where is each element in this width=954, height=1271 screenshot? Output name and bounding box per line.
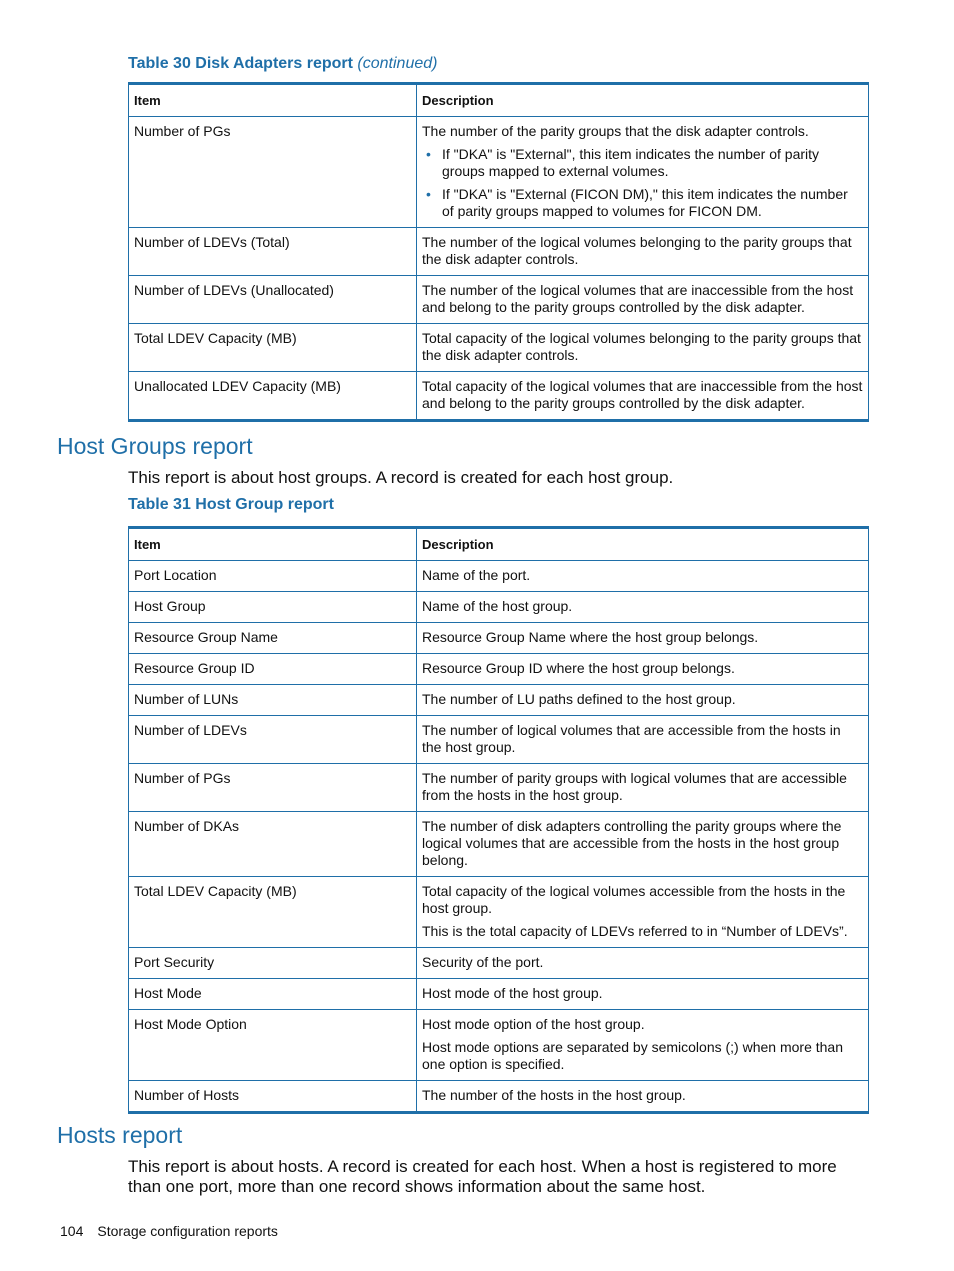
row-item-cell: Number of DKAs	[129, 812, 417, 877]
description-paragraph: Resource Group Name where the host group belongs.	[422, 629, 759, 645]
row-item-cell: Host Group	[129, 592, 417, 623]
row-item-cell: Number of LDEVs (Unallocated)	[129, 276, 417, 324]
row-description-cell	[417, 685, 869, 716]
description-paragraph: Total capacity of the logical volumes accessible from the hosts in the host group.	[422, 883, 846, 916]
table-row	[129, 948, 869, 979]
bullet-icon: •	[426, 146, 431, 162]
page-footer	[60, 1223, 278, 1239]
hosts-report-intro: This report is about hosts. A record is created for each host. When a host is registered to more than one port, more than one record shows information about the same host.	[128, 1157, 837, 1196]
description-paragraph: Host mode of the host group.	[422, 985, 603, 1001]
host-group-table	[128, 526, 869, 1114]
description-paragraph: The number of the logical volumes that are inaccessible from the host and belong to the parity groups controlled by the disk adapter.	[422, 282, 854, 315]
host-groups-intro: This report is about host groups. A record is created for each host group.	[128, 468, 674, 487]
description-paragraph: Total capacity of the logical volumes that are inaccessible from the host and belong to the parity groups controlled by the disk adapter.	[422, 378, 863, 411]
table-31-caption-title: Table 31 Host Group report	[128, 496, 334, 513]
description-paragraph: Name of the port.	[422, 567, 531, 583]
bullet-item	[426, 146, 863, 180]
table-31-caption	[128, 496, 334, 514]
row-item-cell: Number of PGs	[129, 764, 417, 812]
row-item-cell: Port Location	[129, 561, 417, 592]
bullet-item	[426, 186, 863, 220]
table-row	[129, 716, 869, 764]
table-row	[129, 1081, 869, 1113]
host-groups-heading: Host Groups report	[57, 433, 253, 459]
row-item-cell: Resource Group ID	[129, 654, 417, 685]
column-header-item: Item	[129, 84, 417, 117]
row-description-cell	[417, 372, 869, 421]
description-paragraph: The number of LU paths defined to the host group.	[422, 691, 736, 707]
row-item-cell: Resource Group Name	[129, 623, 417, 654]
description-paragraph: The number of the logical volumes belonging to the parity groups that the disk adapter controls.	[422, 234, 852, 267]
row-item-cell: Number of LDEVs	[129, 716, 417, 764]
description-bullet-list	[422, 146, 863, 220]
row-item-cell: Host Mode Option	[129, 1010, 417, 1081]
row-item-cell: Port Security	[129, 948, 417, 979]
row-description-cell	[417, 764, 869, 812]
bullet-text: If "DKA" is "External (FICON DM)," this item indicates the number of parity groups mapped to volumes for FICON DM.	[442, 186, 848, 219]
table-row	[129, 228, 869, 276]
description-paragraph: The number of parity groups with logical volumes that are accessible from the hosts in the host group.	[422, 770, 847, 803]
table-row	[129, 372, 869, 421]
row-item-cell: Number of LUNs	[129, 685, 417, 716]
row-description-cell	[417, 276, 869, 324]
footer-section-title: Storage configuration reports	[97, 1223, 278, 1239]
row-description-cell	[417, 324, 869, 372]
description-paragraph: Total capacity of the logical volumes belonging to the parity groups that the disk adapter controls.	[422, 330, 861, 363]
row-description-cell	[417, 623, 869, 654]
description-paragraph: Security of the port.	[422, 954, 544, 970]
row-item-cell: Number of Hosts	[129, 1081, 417, 1113]
table-30-caption-title: Table 30 Disk Adapters report	[128, 55, 353, 72]
row-description-cell	[417, 812, 869, 877]
table-row	[129, 117, 869, 228]
description-paragraph: This is the total capacity of LDEVs referred to in “Number of LDEVs”.	[422, 923, 848, 939]
column-header-item: Item	[129, 528, 417, 561]
hosts-report-heading: Hosts report	[57, 1122, 183, 1148]
table-row	[129, 812, 869, 877]
row-description-cell	[417, 948, 869, 979]
table-header-row	[129, 84, 869, 117]
description-paragraph: Host mode option of the host group.	[422, 1016, 645, 1032]
table-30-caption	[128, 55, 437, 73]
table-row	[129, 623, 869, 654]
table-row	[129, 276, 869, 324]
table-row	[129, 654, 869, 685]
table-row	[129, 979, 869, 1010]
description-paragraph: The number of disk adapters controlling the parity groups where the logical volumes that are accessible from the hosts in the host group belong.	[422, 818, 842, 868]
disk-adapters-table	[128, 82, 869, 422]
row-description-cell	[417, 877, 869, 948]
row-description-cell	[417, 561, 869, 592]
table-row	[129, 764, 869, 812]
row-description-cell	[417, 592, 869, 623]
bullet-icon: •	[426, 186, 431, 202]
row-description-cell	[417, 117, 869, 228]
column-header-description: Description	[417, 84, 869, 117]
row-description-cell	[417, 654, 869, 685]
bullet-text: If "DKA" is "External", this item indicates the number of parity groups mapped to external volumes.	[442, 146, 820, 179]
column-header-description: Description	[417, 528, 869, 561]
row-item-cell: Number of PGs	[129, 117, 417, 228]
row-item-cell: Total LDEV Capacity (MB)	[129, 877, 417, 948]
row-description-cell	[417, 716, 869, 764]
row-description-cell	[417, 1010, 869, 1081]
description-paragraph: Resource Group ID where the host group belongs.	[422, 660, 735, 676]
table-header-row	[129, 528, 869, 561]
row-description-cell	[417, 228, 869, 276]
row-item-cell: Unallocated LDEV Capacity (MB)	[129, 372, 417, 421]
description-paragraph: The number of logical volumes that are accessible from the hosts in the host group.	[422, 722, 841, 755]
row-description-cell	[417, 1081, 869, 1113]
description-paragraph: Name of the host group.	[422, 598, 573, 614]
row-item-cell: Total LDEV Capacity (MB)	[129, 324, 417, 372]
table-30-caption-continued: (continued)	[357, 55, 438, 72]
table-row	[129, 324, 869, 372]
table-row	[129, 877, 869, 948]
page-number: 104	[60, 1223, 84, 1239]
description-paragraph: The number of the parity groups that the disk adapter controls.	[422, 123, 809, 139]
table-row	[129, 592, 869, 623]
table-row	[129, 1010, 869, 1081]
row-item-cell: Host Mode	[129, 979, 417, 1010]
description-paragraph: The number of the hosts in the host group.	[422, 1087, 686, 1103]
table-row	[129, 685, 869, 716]
row-item-cell: Number of LDEVs (Total)	[129, 228, 417, 276]
description-paragraph: Host mode options are separated by semicolons (;) when more than one option is specified.	[422, 1039, 843, 1072]
row-description-cell	[417, 979, 869, 1010]
table-row	[129, 561, 869, 592]
